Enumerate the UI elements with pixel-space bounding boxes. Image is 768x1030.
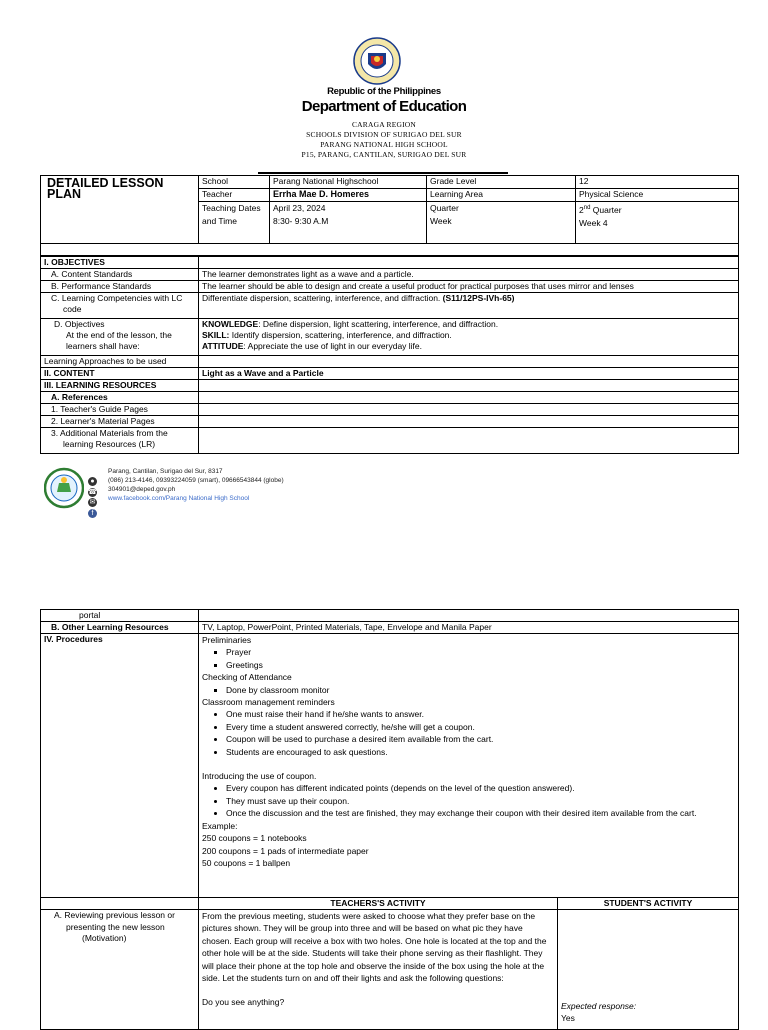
week-label: Week: [430, 216, 452, 226]
competencies-label: C. Learning Competencies with LC code: [41, 293, 199, 319]
references-label: A. References: [41, 392, 199, 404]
footer-contact: [108, 467, 284, 503]
week-value: Week 4: [579, 217, 608, 228]
time-value: 8:30- 9:30 A.M: [273, 216, 329, 226]
objectives-label: D. Objectives: [54, 319, 105, 329]
grade-label: Grade Level: [427, 176, 576, 189]
procedures-heading: IV. Procedures: [41, 634, 199, 898]
attendance-heading: Checking of Attendance: [202, 672, 292, 683]
blank-row: [40, 243, 739, 256]
department-title: Department of Education: [301, 98, 467, 115]
location-icon: ●: [88, 477, 97, 486]
reminders-list: [202, 708, 735, 758]
republic-line: Republic of the Philippines: [327, 86, 441, 97]
knowledge-objective: KNOWLEDGE: Define dispersion, light scattering, interference, and diffraction.: [202, 319, 499, 329]
content-standards-value: The learner demonstrates light as a wave and a particle.: [199, 269, 739, 281]
facebook-icon: f: [88, 509, 97, 518]
motivation-question: Do you see anything?: [202, 997, 285, 1008]
list-item: ▪ Done by classroom monitor: [226, 684, 735, 696]
competencies-value: Differentiate dispersion, scattering, interference, and diffraction. (S11/12PS-IVh-65): [199, 293, 739, 319]
portal-label: portal: [41, 610, 199, 622]
expected-response-value: Yes: [561, 1013, 575, 1023]
header-divider: [258, 172, 508, 174]
teacher-value: Errha Mae D. Homeres: [270, 189, 427, 202]
grade-value: 12: [576, 176, 739, 189]
footer-email: 304901@deped.gov.ph: [108, 486, 176, 493]
list-item: • Coupon will be used to purchase a desired item available from the cart.: [226, 733, 735, 745]
list-item: • Once the discussion and the test are finished, they may exchange their coupon with their desired item available from the cart.: [226, 807, 735, 819]
preliminaries: Preliminaries: [202, 635, 252, 645]
footer-facebook: www.facebook.com/Parang National High School: [108, 495, 250, 502]
expected-response-label: Expected response:: [561, 1001, 637, 1011]
footer-address: Parang, Cantilan, Surigao del Sur, 8317: [108, 468, 223, 475]
attitude-objective: ATTITUDE: Appreciate the use of light in our everyday life.: [202, 341, 423, 351]
additional-materials-label: 3. Additional Materials from the learning Resources (LR): [41, 428, 199, 454]
example-line: 50 coupons = 1 ballpen: [202, 857, 291, 868]
performance-standards-label: B. Performance Standards: [41, 281, 199, 293]
teachers-guide-label: 1. Teacher's Guide Pages: [41, 404, 199, 416]
learners-material-label: 2. Learner's Material Pages: [41, 416, 199, 428]
preliminaries-list: [202, 646, 735, 671]
performance-standards-value: The learner should be able to design and create a useful product for practical purposes that uses mirror and lenses: [199, 281, 739, 293]
footer-phone: (086) 213-4146, 09393224059 (smart), 09666543844 (globe): [108, 477, 284, 484]
skill-objective: SKILL: Identify dispersion, scattering, interference, and diffraction.: [202, 330, 452, 340]
approaches-label: Learning Approaches to be used: [41, 356, 199, 368]
motivation-sub: (Motivation): [82, 933, 127, 943]
attendance-list: [202, 684, 735, 696]
procedures-table: [40, 609, 739, 1030]
region-line: CARAGA REGION: [351, 120, 417, 129]
objectives-sub: At the end of the lesson, the learners shall have:: [66, 330, 172, 351]
objectives-heading: I. OBJECTIVES: [41, 257, 199, 269]
motivation-label: A. Reviewing previous lesson or presenting the new lesson: [54, 910, 175, 932]
school-logo: [44, 466, 84, 510]
email-icon: ✉: [89, 499, 96, 506]
list-item: • Students are encouraged to ask questions.: [226, 746, 735, 758]
teacher-label: Teacher: [199, 189, 270, 202]
example-line: 200 coupons = 1 pads of intermediate paper: [202, 845, 369, 856]
lesson-plan-title: DETAILED LESSON PLAN: [41, 176, 199, 244]
contact-icons: [88, 477, 100, 519]
school-line: PARANG NATIONAL HIGH SCHOOL: [320, 140, 448, 149]
list-item: ▪ Prayer: [226, 646, 735, 658]
lesson-plan-info-table: [40, 175, 739, 244]
content-heading: II. CONTENT: [41, 368, 199, 380]
teachers-activity-header: TEACHERS'S ACTIVITY: [199, 898, 558, 910]
quarter-value: 2nd Quarter: [579, 204, 622, 215]
motivation-text: From the previous meeting, students were asked to choose what they prefer base on the pictures shown. They will be group into three and will be based on what pic they have chosen. Each group will receive a box with two holes. One hole is located at the top and the other hole will be at the side. Students will take their phone serving as their flashlight. They will place their phone at the top hole and observe the inside of the box using the hole at the side. Let the students turn on and off their lights and ask the following questions:: [202, 911, 547, 984]
school-label: School: [199, 176, 270, 189]
dates-label: Teaching Dates and Time: [199, 202, 270, 244]
objectives-table: [40, 256, 739, 454]
list-item: ▪ Greetings: [226, 659, 735, 671]
school-value: Parang National Highschool: [270, 176, 427, 189]
example-line: 250 coupons = 1 notebooks: [202, 833, 307, 844]
resources-heading: III. LEARNING RESOURCES: [41, 380, 199, 392]
content-standards-label: A. Content Standards: [41, 269, 199, 281]
students-activity-header: STUDENT'S ACTIVITY: [558, 898, 739, 910]
deped-seal: [353, 36, 401, 86]
list-item: • One must raise their hand if he/she wants to answer.: [226, 708, 735, 720]
facebook-link[interactable]: www.facebook.com/Parang: [108, 495, 187, 502]
reminders-heading: Classroom management reminders: [202, 697, 335, 708]
coupon-list: [202, 782, 735, 819]
area-value: Physical Science: [576, 189, 739, 202]
area-label: Learning Area: [427, 189, 576, 202]
division-line: SCHOOLS DIVISION OF SURIGAO DEL SUR: [306, 130, 462, 139]
list-item: • Every coupon has different indicated points (depends on the level of the question answered).: [226, 782, 735, 794]
other-resources-label: B. Other Learning Resources: [41, 622, 199, 634]
content-value: Light as a Wave and a Particle: [199, 368, 739, 380]
address-line: P15, PARANG, CANTILAN, SURIGAO DEL SUR: [301, 150, 467, 159]
list-item: • Every time a student answered correctly, he/she will get a coupon.: [226, 721, 735, 733]
quarter-label: Quarter: [430, 203, 459, 213]
date-value: April 23, 2024: [273, 203, 326, 213]
list-item: • They must save up their coupon.: [226, 795, 735, 807]
example-heading: Example:: [202, 820, 238, 831]
phone-icon: ☎: [88, 488, 97, 496]
coupon-intro: Introducing the use of coupon.: [202, 771, 317, 782]
other-resources-value: TV, Laptop, PowerPoint, Printed Materials, Tape, Envelope and Manila Paper: [199, 622, 739, 634]
